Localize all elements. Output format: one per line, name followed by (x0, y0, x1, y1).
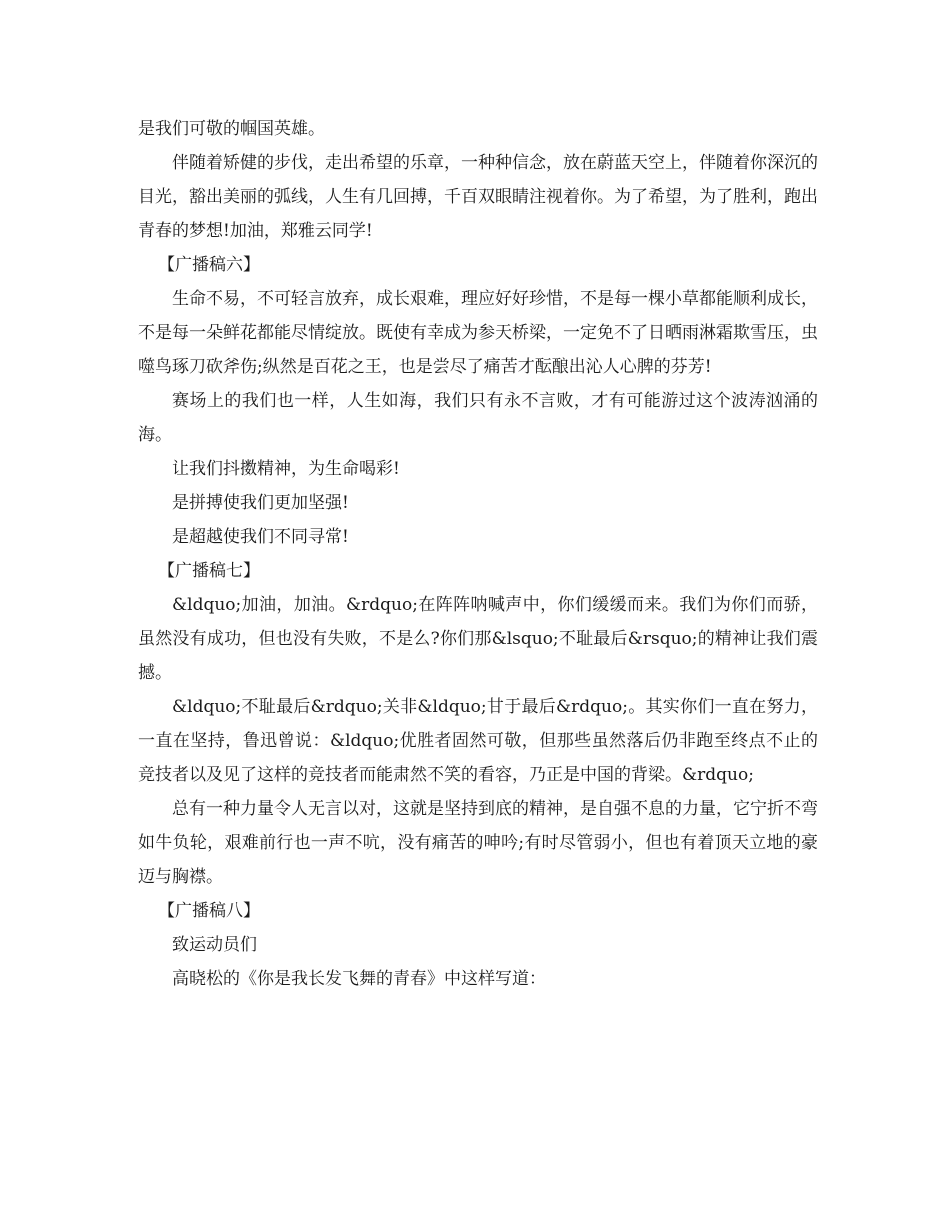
paragraph: &ldquo;不耻最后&rdquo;关非&ldquo;甘于最后&rdquo;。其实你们一直在努力，一直在坚持，鲁迅曾说：&ldquo;优胜者固然可敬，但那些虽然落后仍非跑至终点不止的竞技者以及见了这样的竞技者而能肃然不笑的看容，乃正是中国的背梁。&rdquo; (138, 697, 818, 785)
paragraph: 伴随着矫健的步伐，走出希望的乐章，一种种信念，放在蔚蓝天空上，伴随着你深沉的目光，豁出美丽的弧线，人生有几回搏，千百双眼睛注视着你。为了希望，为了胜利，跑出青春的梦想!加油，郑雅云同学! (138, 153, 818, 241)
paragraph: 是拼搏使我们更加坚强! (172, 493, 349, 513)
paragraph: 是超越使我们不同寻常! (172, 527, 349, 547)
paragraph: 致运动员们 (172, 935, 257, 955)
document-body (138, 112, 818, 996)
section-heading: 【广播稿七】 (158, 561, 260, 581)
paragraph: 总有一种力量令人无言以对，这就是坚持到底的精神，是自强不息的力量，它宁折不弯如牛负轮，艰难前行也一声不吭，没有痛苦的呻吟;有时尽管弱小，但也有着顶天立地的豪迈与胸襟。 (138, 799, 818, 887)
paragraph: 让我们抖擞精神，为生命喝彩! (172, 459, 400, 479)
paragraph: 是我们可敬的帼国英雄。 (138, 119, 325, 139)
section-heading: 【广播稿六】 (158, 255, 260, 275)
paragraph: 赛场上的我们也一样，人生如海，我们只有永不言败，才有可能游过这个波涛汹涌的海。 (138, 391, 818, 445)
paragraph: 生命不易，不可轻言放弃，成长艰难，理应好好珍惜，不是每一棵小草都能顺利成长，不是每一朵鲜花都能尽情绽放。既使有幸成为参天桥梁，一定免不了日晒雨淋霜欺雪压，虫噬鸟琢刀砍斧伤;纵然是百花之王，也是尝尽了痛苦才酝酿出沁人心脾的芬芳! (138, 289, 818, 377)
paragraph: 高晓松的《你是我长发飞舞的青春》中这样写道： (172, 969, 546, 989)
paragraph: &ldquo;加油，加油。&rdquo;在阵阵呐喊声中，你们缓缓而来。我们为你们而骄，虽然没有成功，但也没有失败，不是么?你们那&lsquo;不耻最后&rsquo;的精神让我们震撼。 (138, 595, 818, 683)
section-heading: 【广播稿八】 (158, 901, 260, 921)
